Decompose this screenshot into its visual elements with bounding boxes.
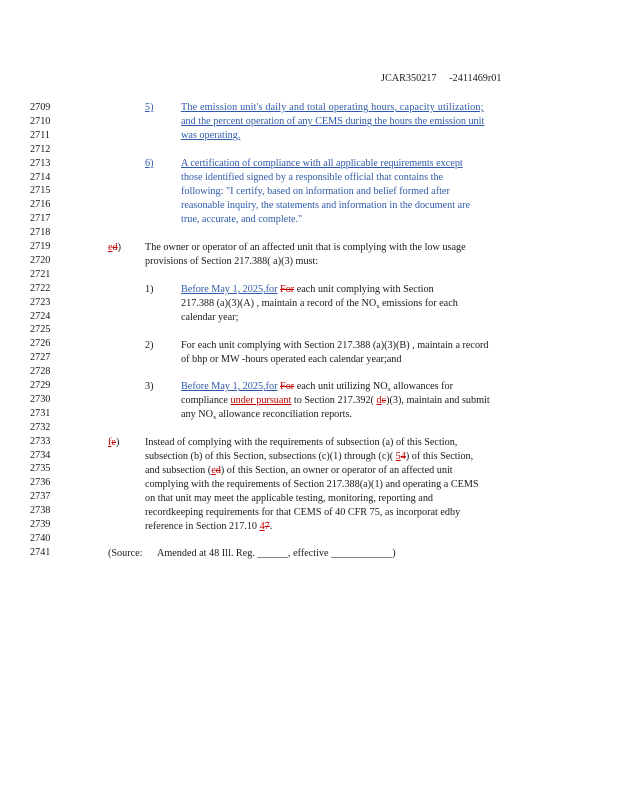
line-number: 2714: [30, 171, 51, 183]
line-number: 2709: [30, 102, 51, 113]
line-number: 2730: [30, 393, 51, 405]
item-5-line-1: The emission unit's daily and total operating hours, capacity utilization;: [181, 102, 484, 113]
line-number: 2717: [30, 213, 51, 225]
e2-line-1: For each unit complying with Section 217.388 (a)(3)(B) , maintain a record: [181, 340, 489, 351]
subsection-f-line-5: on that unit may meet the applicable testing, monitoring, reporting and: [145, 493, 434, 504]
item-5-line-2: and the percent operation of any CEMS during the hours the emission unit: [181, 116, 485, 127]
line-number: 2712: [30, 143, 51, 155]
subsection-e-line-1: The owner or operator of an affected unit that is complying with the low usage: [145, 242, 466, 253]
line-number: 2738: [30, 505, 51, 517]
line-number: 2729: [30, 380, 51, 391]
subsection-f-marker: fe): [108, 437, 120, 448]
line-number: 2713: [30, 157, 51, 169]
line-number: 2724: [30, 310, 51, 322]
e3-marker: 3): [145, 381, 154, 392]
line-number: 2741: [30, 546, 51, 558]
line-number: 2728: [30, 366, 51, 378]
e3-line-2: compliance under pursuant to Section 217.392( dc)(3), maintain and submit: [181, 395, 490, 406]
line-number: 2740: [30, 532, 51, 544]
line-number: 2718: [30, 227, 51, 239]
e1-line-1: Before May 1, 2025,for For each unit complying with Section: [181, 284, 434, 295]
item-6-marker: 6): [145, 158, 154, 169]
item-6-line-2: those identified signed by a responsible official that contains the: [181, 172, 444, 183]
subsection-f-line-3: and subsection (ed) of this Section, an owner or operator of an affected unit: [145, 465, 453, 476]
line-number: 2716: [30, 199, 51, 211]
e3-line-3: any $NO_x$ allowance reconciliation reports.: [181, 409, 353, 421]
line-number: 2734: [30, 449, 51, 461]
line-number: 2737: [30, 491, 51, 503]
line-number: 2710: [30, 115, 51, 127]
subsection-e-marker: ed): [108, 242, 122, 253]
line-number: 2727: [30, 352, 51, 364]
subsection-f-line-6: recordkeeping requirements for that CEMS of 40 CFR 75, as incorporat edby: [145, 507, 461, 518]
e1-marker: 1): [145, 284, 154, 295]
e1-line-3: calendar year;: [181, 312, 239, 323]
line-number: 2715: [30, 185, 51, 197]
line-number: 2726: [30, 338, 51, 350]
source-text: Amended at 48 Ill. Reg. ______, effective ____________): [157, 548, 396, 559]
line-number: 2711: [30, 129, 50, 141]
document-id: JCAR350217 -2411469r01: [381, 73, 502, 84]
line-number: 2731: [30, 407, 51, 419]
item-6-line-5: true, accurate, and complete.": [181, 214, 303, 225]
subsection-f-line-1: Instead of complying with the requirements of subsection (a) of this Section,: [145, 437, 458, 448]
line-number: 2723: [30, 296, 51, 308]
item-5-line-3: was operating.: [181, 130, 241, 141]
subsection-e-line-2: provisions of Section 217.388( a)(3) must:: [145, 256, 319, 267]
line-number: 2722: [30, 282, 51, 294]
line-number: 2719: [30, 241, 51, 252]
item-6-line-3: following: "I certify, based on information and belief formed after: [181, 186, 450, 197]
e2-line-2: of bhp or MW -hours operated each calendar year;and: [181, 354, 402, 365]
line-number: 2735: [30, 463, 51, 475]
line-number: 2721: [30, 268, 51, 280]
subsection-f-line-2: subsection (b) of this Section, subsections (c)(1) through (c)( 54) of this Section,: [145, 451, 474, 462]
source-label: (Source:: [108, 548, 143, 559]
item-6-line-4: reasonable inquiry, the statements and information in the document are: [181, 200, 471, 211]
e1-line-2: 217.388 (a)(3)(A) , maintain a record of the $NO_x$ emissions for each: [181, 298, 458, 310]
item-6-line-1: A certification of compliance with all applicable requirements except: [181, 158, 463, 169]
line-number: 2733: [30, 435, 51, 447]
line-number: 2732: [30, 421, 51, 433]
line-number: 2720: [30, 254, 51, 266]
line-number: 2725: [30, 324, 51, 336]
subsection-f-line-4: complying with the requirements of Section 217.388(a)(1) and operating a CEMS: [145, 479, 479, 490]
e2-marker: 2): [145, 340, 154, 351]
subsection-f-line-7: reference in Section 217.10 47.: [145, 521, 273, 532]
e3-line-1: Before May 1, 2025,for For each unit utilizing $NO_x$ allowances for: [181, 381, 454, 393]
line-number: 2736: [30, 477, 51, 489]
item-5-marker: 5): [145, 102, 154, 113]
line-number: 2739: [30, 519, 51, 530]
